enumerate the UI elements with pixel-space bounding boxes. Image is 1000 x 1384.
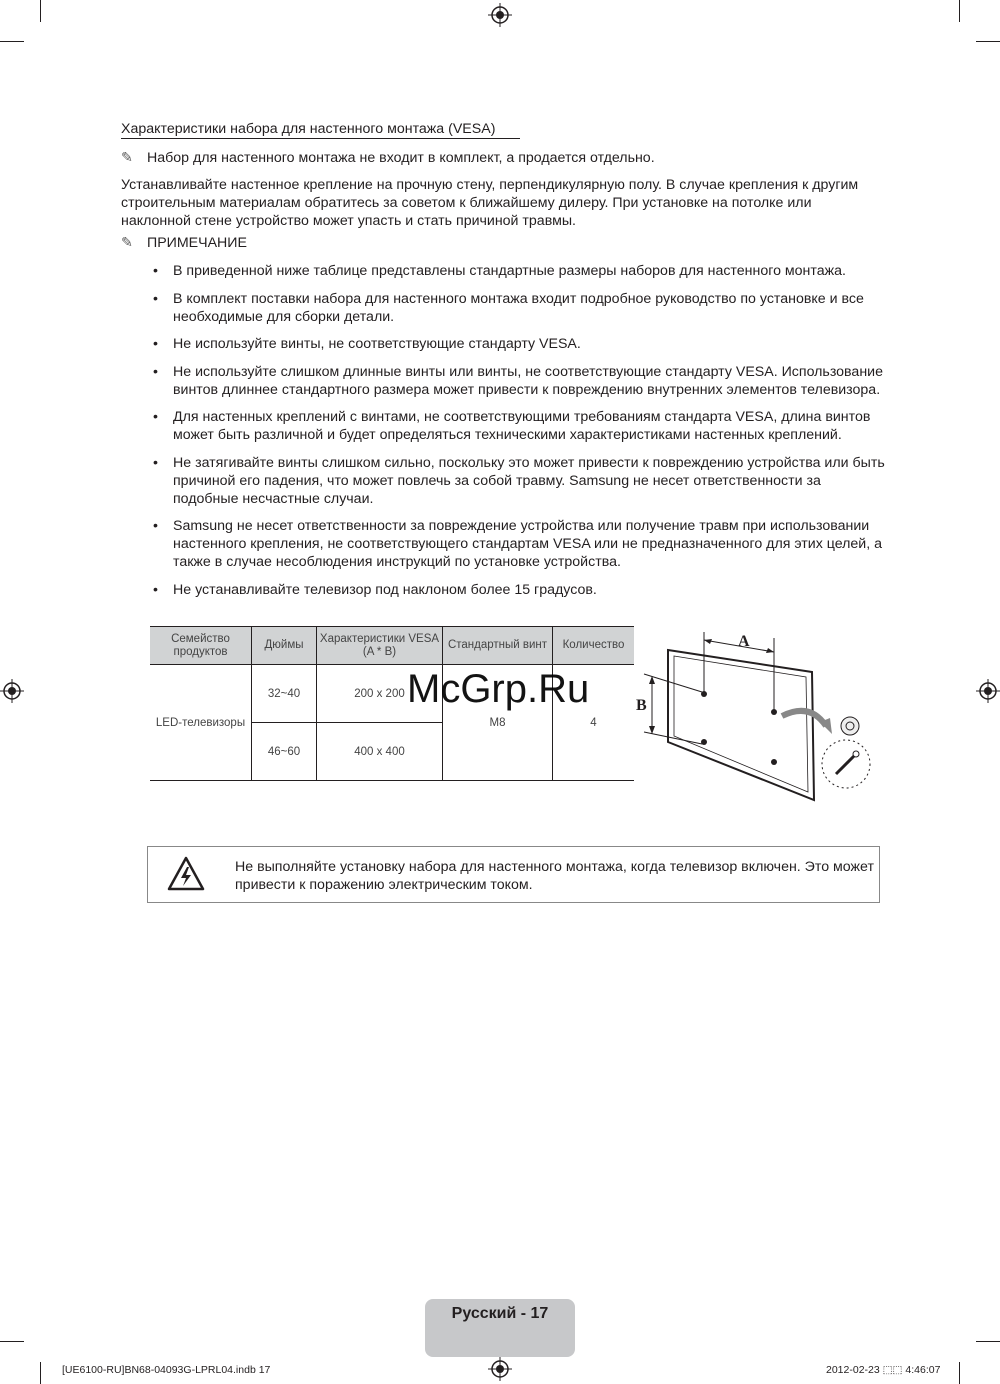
- col-header-screw: Стандартный винт: [443, 627, 553, 665]
- bullet-icon: •: [153, 363, 158, 380]
- list-item: • Не используйте винты, не соответствующие стандарту VESA.: [153, 336, 581, 352]
- list-item: • Samsung не несет ответственности за повреждение устройства или получение травм при использовании настенного крепления, не соответствующего стандартам VESA или не предназначенного для этих целей, а также в случае несоблюдения инструкций по установке устройства.: [153, 518, 882, 570]
- list-item: • Не используйте слишком длинные винты или винты, не соответствующие стандарту VESA. Использование винтов длиннее стандартного размера может привести к повреждению внутренних элементов телевизора.: [153, 363, 883, 398]
- warning-text: Не выполняйте установку набора для настенного монтажа, когда телевизор включен. Это может привести к поражению электрическим током.: [235, 859, 874, 893]
- crop-mark: [40, 1362, 41, 1384]
- crop-mark: [959, 0, 960, 22]
- page-number: Русский - 17: [451, 1305, 549, 1322]
- registration-mark-bottom: [488, 1357, 512, 1381]
- section-heading: Характеристики набора для настенного монтажа (VESA): [121, 121, 496, 137]
- list-item: • Не устанавливайте телевизор под наклоном более 15 градусов.: [153, 581, 597, 598]
- crop-mark: [40, 0, 41, 22]
- list-item: • В приведенной ниже таблице представлены стандартные размеры наборов для настенного монтажа.: [153, 263, 846, 279]
- registration-mark-right: [976, 679, 1000, 703]
- watermark: McGrp.Ru: [407, 667, 590, 711]
- cell-vesa: 200 x 200: [317, 665, 443, 723]
- electric-shock-warning-icon: [167, 856, 205, 892]
- dimension-b-label: B: [636, 697, 647, 714]
- bullet-icon: •: [153, 581, 158, 598]
- crop-mark: [959, 1362, 960, 1384]
- registration-mark-left: [0, 679, 24, 703]
- registration-mark-top: [488, 3, 512, 27]
- print-file-info: [UE6100-RU]BN68-04093G-LPRL04.indb 17: [62, 1364, 271, 1376]
- cell-family: LED-телевизоры: [150, 665, 252, 781]
- note-text: Набор для настенного монтажа не входит в комплект, а продается отдельно.: [147, 150, 655, 166]
- note-heading: [121, 234, 247, 252]
- bullet-icon: •: [153, 518, 158, 534]
- heading-underline: [121, 138, 520, 139]
- crop-mark: [0, 1341, 24, 1342]
- bullet-icon: •: [153, 454, 158, 471]
- pencil-icon: ✎: [121, 235, 133, 251]
- wall-mount-diagram: [630, 622, 890, 802]
- cell-quantity: 4: [553, 665, 635, 781]
- bullet-icon: •: [153, 336, 158, 352]
- col-header-family: Семейство продуктов: [150, 627, 252, 665]
- bullet-icon: •: [153, 290, 158, 307]
- cell-screw: M8: [443, 665, 553, 781]
- list-item: • Не затягивайте винты слишком сильно, поскольку это может привести к повреждению устройства или быть причиной его падения, что может повлечь за собой травму. Samsung не несет ответственности за подобные несчастные случаи.: [153, 454, 885, 507]
- table-header-row: [150, 627, 634, 665]
- list-item: • В комплект поставки набора для настенного монтажа входит подробное руководство по установке и все необходимые для сборки детали.: [153, 290, 864, 325]
- notes-list: [150, 262, 885, 608]
- bullet-icon: •: [153, 263, 158, 279]
- pencil-icon: ✎: [121, 150, 133, 166]
- col-header-vesa: Характеристики VESA (A * B): [317, 627, 443, 665]
- cell-inches: 46~60: [252, 723, 317, 781]
- cell-inches: 32~40: [252, 665, 317, 723]
- note-heading-text: ПРИМЕЧАНИЕ: [147, 235, 247, 251]
- note-not-included: [121, 149, 655, 167]
- crop-mark: [976, 41, 1000, 42]
- col-header-quantity: Количество: [553, 627, 635, 665]
- cell-vesa: 400 x 400: [317, 723, 443, 781]
- dimension-a-label: A: [738, 633, 750, 650]
- col-header-inches: Дюймы: [252, 627, 317, 665]
- bullet-icon: •: [153, 409, 158, 425]
- crop-mark: [976, 1341, 1000, 1342]
- install-paragraph: Устанавливайте настенное крепление на прочную стену, перпендикулярную полу. В случае крепления к другим строительным материалам обратитесь за советом к ближайшему дилеру. При установке на потолке или наклонной стене устройство может упасть и стать причиной травмы.: [121, 177, 859, 229]
- list-item: • Для настенных креплений с винтами, не соответствующими требованиям стандарта VESA, длина винтов может быть различной и будет определяться техническими характеристиками настенных креплений.: [153, 409, 871, 443]
- print-datetime: 2012-02-23 ⬚⬚ 4:46:07: [826, 1364, 941, 1376]
- crop-mark: [0, 41, 24, 42]
